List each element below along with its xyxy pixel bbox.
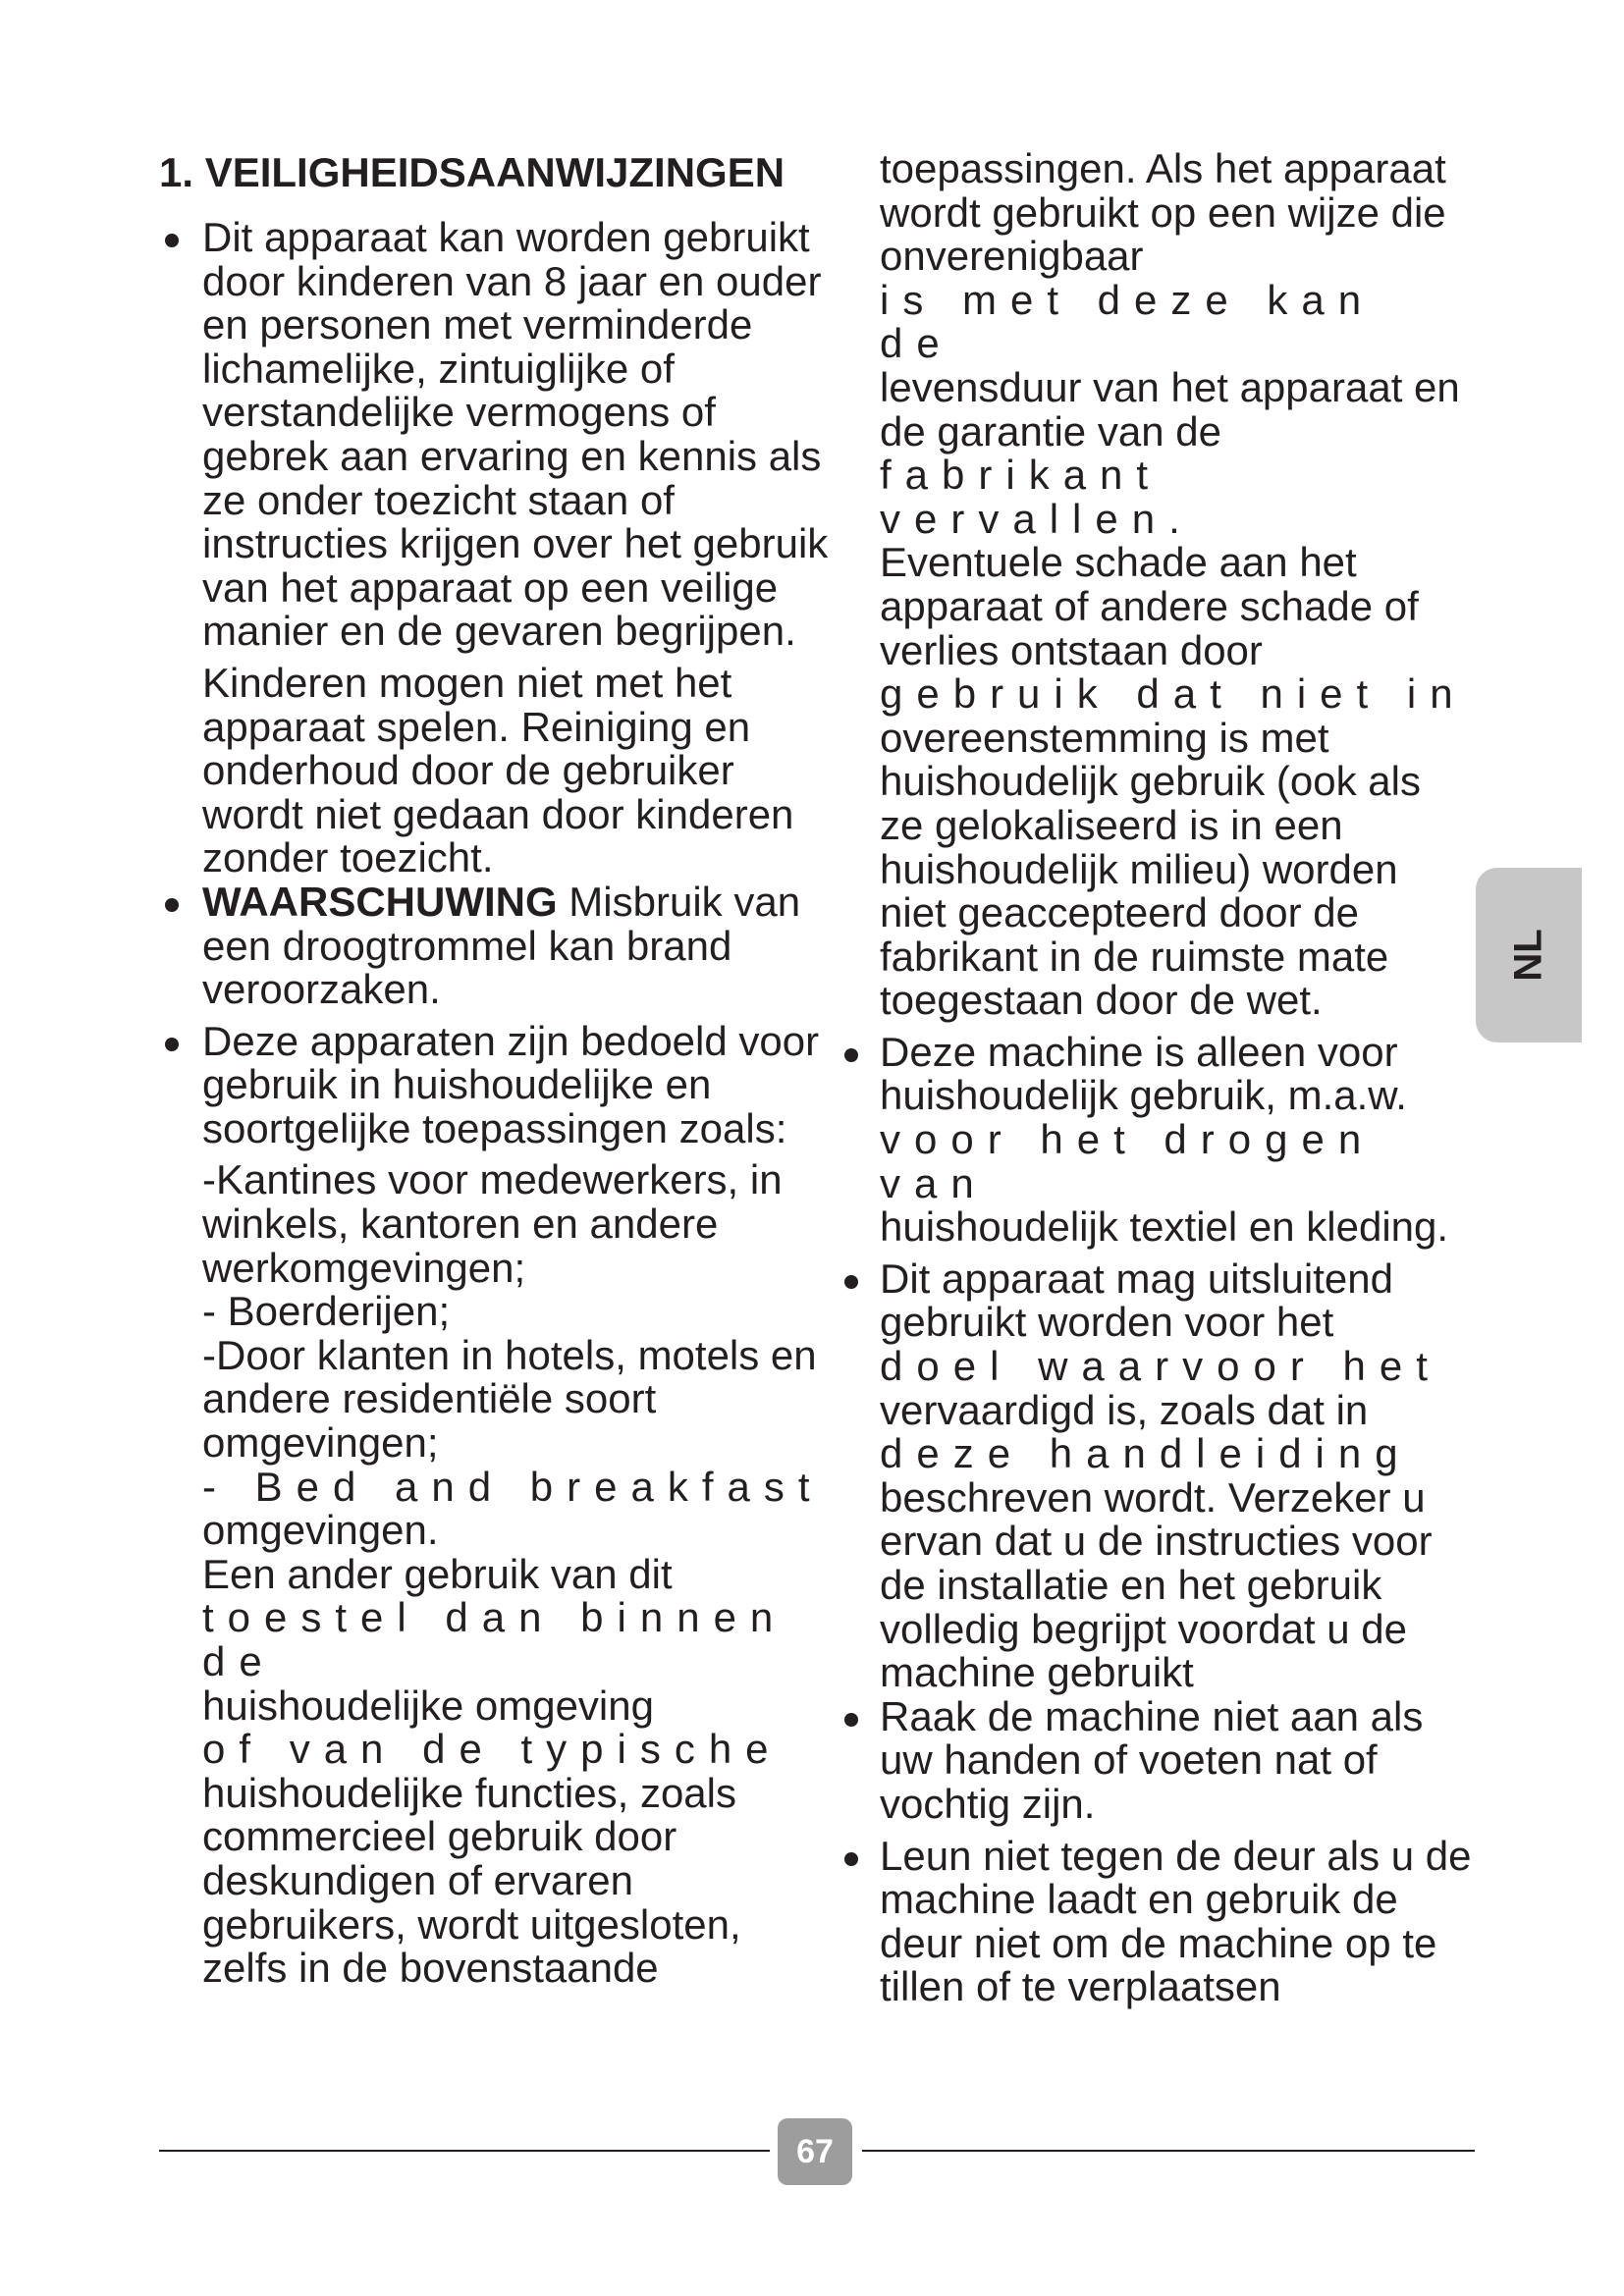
paragraph: toestel dan binnen de xyxy=(202,1594,787,1684)
paragraph: vervaardigd is, zoals dat in xyxy=(880,1386,1369,1433)
paragraph: toepassingen. Als het apparaat wordt gebruikt op een wijze die onverenigbaar xyxy=(880,145,1446,280)
paragraph: - Bed and breakfast xyxy=(202,1463,824,1510)
paragraph: - Boerderijen; xyxy=(202,1288,451,1335)
right-column xyxy=(880,147,1473,2009)
paragraph: Deze machine is alleen voor huishoudelijk gebruik, m.a.w. xyxy=(880,1028,1407,1119)
paragraph: -Kantines voor medewerkers, in winkels, kantoren en andere werkomgevingen; xyxy=(202,1156,783,1291)
paragraph: Kinderen mogen niet met het apparaat spelen. Reiniging en onderhoud door de gebruiker wordt niet gedaan door kinderen zonder toezicht. xyxy=(202,659,794,881)
bullet-item xyxy=(880,1692,1473,1827)
footer-rule-right xyxy=(862,2150,1475,2152)
paragraph: Raak de machine niet aan als uw handen of voeten nat of vochtig zijn. xyxy=(880,1692,1424,1827)
paragraph: is met deze kan de xyxy=(880,276,1376,367)
paragraph: of van de typische xyxy=(202,1726,783,1773)
paragraph: voor het drogen van xyxy=(880,1116,1376,1206)
bullet-item xyxy=(880,1832,1473,2010)
paragraph: Dit apparaat mag uitsluitend gebruikt worden voor het xyxy=(880,1255,1393,1346)
section-title: 1. VEILIGHEIDSAANWIJZINGEN xyxy=(159,149,785,195)
bullet-item xyxy=(159,878,829,1013)
paragraph: fabrikant vervallen. xyxy=(880,452,1194,542)
bullet-item xyxy=(159,1017,829,1992)
language-tab xyxy=(1476,868,1582,1042)
paragraph: -Door klanten in hotels, motels en andere residentiële soort omgevingen; xyxy=(202,1331,817,1467)
paragraph: huishoudelijke functies, zoals commercieel gebruik door deskundigen of ervaren gebruikers, wordt uitgesloten, zelfs in de bovenstaande xyxy=(202,1769,741,1992)
bullet-item xyxy=(880,1257,1473,1695)
paragraph: deze handleiding xyxy=(880,1430,1412,1477)
paragraph: Deze apparaten zijn bedoeld voor gebruik in huishoudelijke en soortgelijke toepassingen zoals: xyxy=(202,1017,820,1151)
page-number: 67 xyxy=(778,2118,852,2185)
paragraph: overeenstemming is met huishoudelijk gebruik (ook als ze gelokaliseerd is in een huishoudelijk milieu) worden niet geaccepteerd door de fabrikant in de ruimste mate toegestaan door de wet. xyxy=(880,714,1421,1024)
paragraph: huishoudelijke omgeving xyxy=(202,1682,654,1729)
paragraph: Eventuele schade aan het apparaat of andere schade of verlies ontstaan door xyxy=(880,539,1419,673)
paragraph: levensduur van het apparaat en de garantie van de xyxy=(880,363,1460,454)
paragraph: Een ander gebruik van dit xyxy=(202,1550,673,1597)
paragraph: Misbruik van een droogtrommel kan brand veroorzaken. xyxy=(202,878,801,1013)
bullet-item xyxy=(880,1028,1473,1251)
language-tab-label: NL xyxy=(1506,929,1550,982)
warning-label: WAARSCHUWING xyxy=(202,878,558,925)
paragraph: doel waarvoor het xyxy=(880,1343,1441,1390)
bullet-item xyxy=(159,216,829,881)
paragraph: Leun niet tegen de deur als u de machine laadt en gebruik de deur niet om de machine op te tillen of te verplaatsen xyxy=(880,1832,1472,2010)
footer-rule-left xyxy=(159,2150,770,2152)
left-column xyxy=(159,147,829,1991)
paragraph: beschreven wordt. Verzeker u ervan dat u de instructies voor de installatie en het gebruik volledig begrijpt voordat u de machine gebruikt xyxy=(880,1473,1433,1696)
paragraph: gebruik dat niet in xyxy=(880,670,1467,718)
paragraph: huishoudelijk textiel en kleding. xyxy=(880,1203,1449,1251)
paragraph: Dit apparaat kan worden gebruikt door kinderen van 8 jaar en ouder en personen met verminderde lichamelijke, zintuiglijke of verstandelijke vermogens of gebrek aan ervaring en kennis als ze onder toezicht staan of instructies krijgen over het gebruik van het apparaat op een veilige manier en de gevaren begrijpen. xyxy=(202,214,829,655)
paragraph: omgevingen. xyxy=(202,1507,439,1554)
